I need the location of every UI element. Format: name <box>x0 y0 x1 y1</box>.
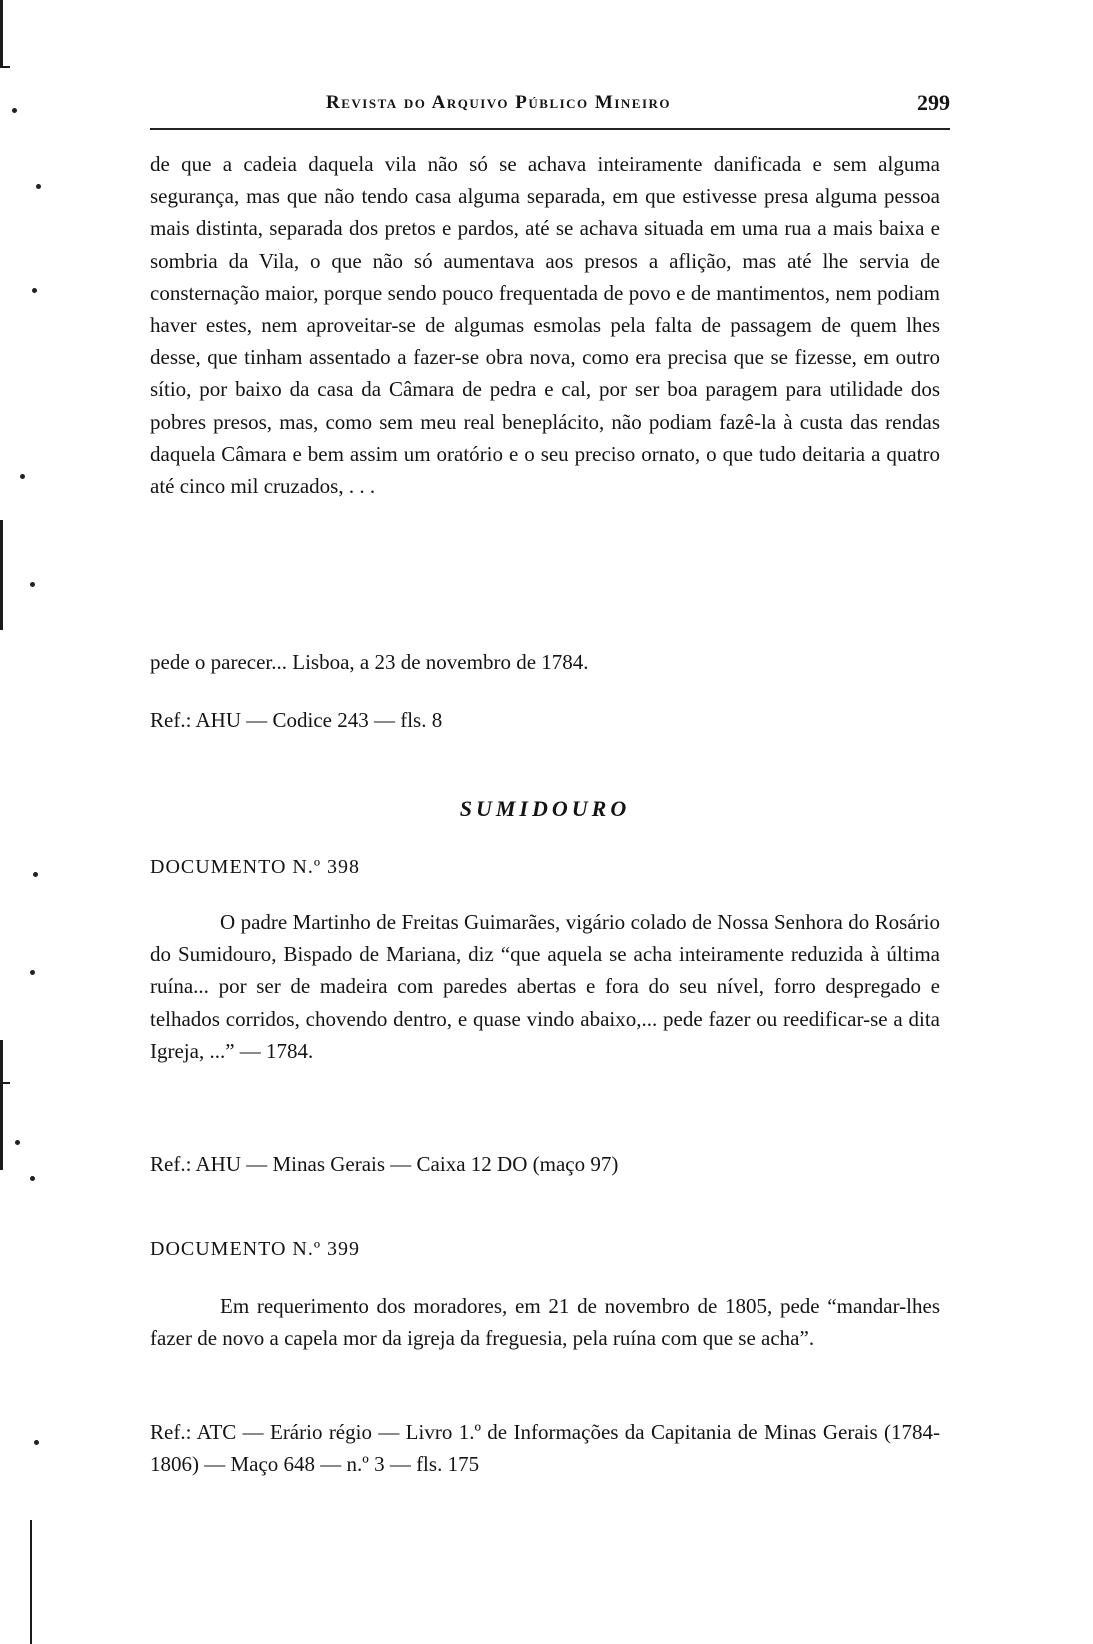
scan-speck <box>12 108 17 113</box>
document-398-heading: DOCUMENTO N.º 398 <box>150 856 361 878</box>
continuation-reference: Ref.: AHU — Codice 243 — fls. 8 <box>150 708 443 732</box>
page-number: 299 <box>917 90 950 115</box>
scan-speck <box>30 582 35 587</box>
scan-edge-mark <box>30 1520 32 1644</box>
scan-edge-mark <box>0 66 10 68</box>
continuation-paragraph: de que a cadeia daquela vila não só se achava inteiramente danificada e sem alguma segurança, mas que não tendo casa alguma separada, em que estivesse presa alguma pessoa mais distinta, separada dos pretos e pardos, até se achava situada em uma rua a mais baixa e sombria da Vila, o que não só aumentava aos presos a aflição, mas até lhe servia de consternação maior, porque sendo pouco frequentada de povo e de mantimentos, nem podiam haver estes, nem aproveitar-se de algumas esmolas pela falta de passagem de quem lhes desse, que tinham assentado a fazer-se obra nova, como era precisa que se fizesse, em outro sítio, por baixo da casa da Câmara de pedra e cal, por ser boa paragem para utilidade dos pobres presos, mas, como sem meu real beneplácito, não podiam fazê-la à custa das rendas daquela Câmara e bem assim um oratório e o seu preciso ornato, o que tudo deitaria a quatro até cinco mil cruzados, . . . <box>150 152 940 499</box>
scan-edge-mark <box>0 1040 3 1170</box>
document-399-text: Em requerimento dos moradores, em 21 de novembro de 1805, pede “mandar-lhes fazer de novo a capela mor da igreja da freguesia, pela ruína com que se acha”. <box>150 1294 940 1351</box>
scan-speck <box>30 1176 35 1181</box>
scan-edge-mark <box>0 0 3 68</box>
scan-edge-mark <box>0 1082 10 1084</box>
document-399-heading: DOCUMENTO N.º 399 <box>150 1238 361 1260</box>
running-title: Revista do Arquivo Público Mineiro <box>326 92 672 113</box>
scan-edge-mark <box>0 520 3 630</box>
scan-speck <box>33 872 38 877</box>
scan-speck <box>34 1440 39 1445</box>
section-title: SUMIDOURO <box>459 796 631 821</box>
page-header <box>150 88 950 122</box>
scan-speck <box>15 1140 20 1145</box>
continuation-closing: pede o parecer... Lisboa, a 23 de novembro de 1784. <box>150 650 589 674</box>
document-398-text: O padre Martinho de Freitas Guimarães, vigário colado de Nossa Senhora do Rosário do Sumidouro, Bispado de Mariana, diz “que aquela se acha inteiramente reduzida à última ruína... por ser de madeira com paredes abertas e fora do seu nível, forro despregado e telhados corridos, chovendo dentro, e quase vindo abaixo,... pede fazer ou reedificar-se a dita Igreja, ...” — 1784. <box>150 910 940 1063</box>
scan-speck <box>36 184 41 189</box>
document-398-reference: Ref.: AHU — Minas Gerais — Caixa 12 DO (maço 97) <box>150 1152 619 1176</box>
header-rule <box>150 128 950 130</box>
document-399-reference: Ref.: ATC — Erário régio — Livro 1.º de Informações da Capitania de Minas Gerais (1784-1806) — Maço 648 — n.º 3 — fls. 175 <box>150 1420 940 1477</box>
scan-speck <box>32 288 37 293</box>
scan-speck <box>30 970 35 975</box>
scan-speck <box>20 474 25 479</box>
